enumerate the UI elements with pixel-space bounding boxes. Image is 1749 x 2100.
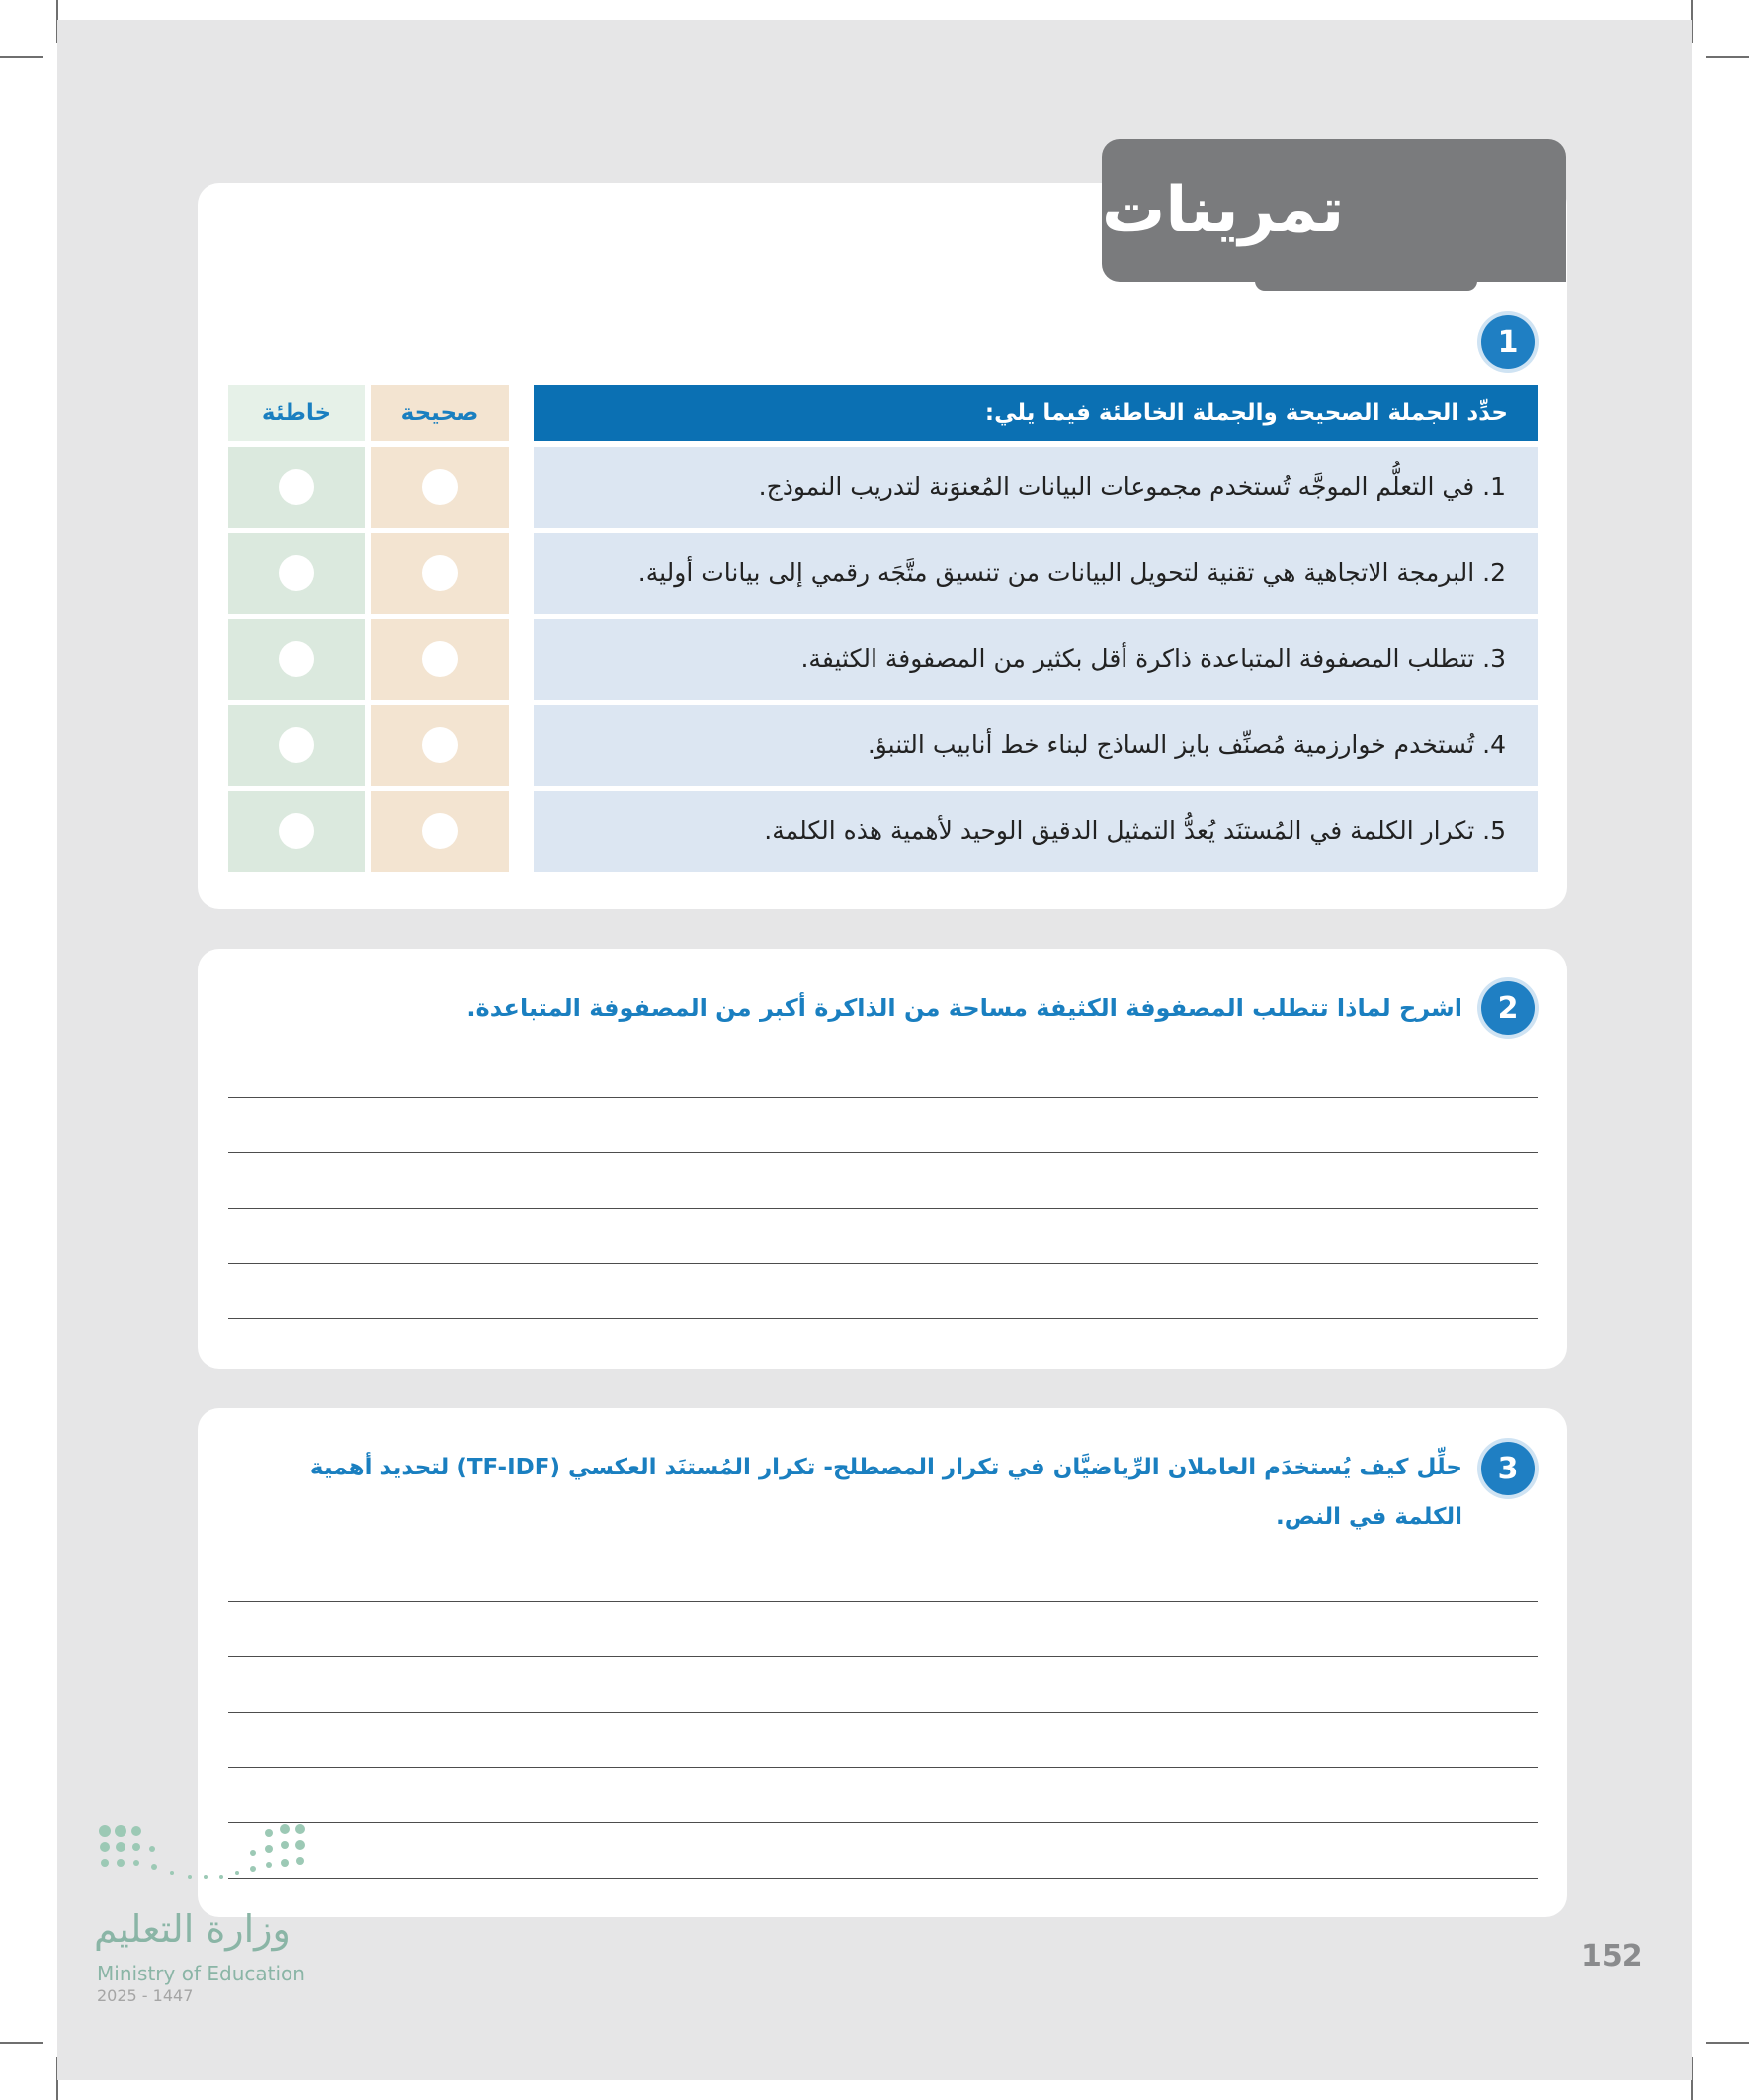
answer-line[interactable] <box>228 1601 1538 1602</box>
exercise-1-header: حدِّد الجملة الصحيحة والجملة الخاطئة فيما يلي: <box>534 385 1538 441</box>
answer-line[interactable] <box>228 1208 1538 1209</box>
true-radio[interactable] <box>422 641 458 677</box>
false-radio[interactable] <box>279 641 314 677</box>
exercise-2-question: اشرح لماذا تتطلب المصفوفة الكثيفة مساحة من الذاكرة أكبر من المصفوفة المتباعدة. <box>466 994 1462 1022</box>
false-cell <box>228 791 365 872</box>
true-radio[interactable] <box>422 555 458 591</box>
statement-row: 5. تكرار الكلمة في المُستنَد يُعدُّ التمثيل الدقيق الوحيد لأهمية هذه الكلمة. <box>534 791 1538 872</box>
exercise-2-number: 2 <box>1481 981 1535 1035</box>
false-radio[interactable] <box>279 469 314 505</box>
true-cell <box>371 791 509 872</box>
statement-row: 2. البرمجة الاتجاهية هي تقنية لتحويل البيانات من تنسيق متَّجَه رقمي إلى بيانات أولية. <box>534 533 1538 614</box>
exercise-1-number: 1 <box>1481 315 1535 369</box>
answer-line[interactable] <box>228 1152 1538 1153</box>
crop-mark <box>1706 2042 1749 2044</box>
crop-mark <box>0 56 43 58</box>
ministry-name-arabic: وزارة التعليم <box>94 1907 291 1951</box>
true-cell <box>371 619 509 700</box>
answer-line[interactable] <box>228 1097 1538 1098</box>
false-radio[interactable] <box>279 813 314 849</box>
page-number: 152 <box>1581 1939 1643 1974</box>
logo-dots-icon <box>97 1823 314 1892</box>
false-radio[interactable] <box>279 555 314 591</box>
answer-line[interactable] <box>228 1656 1538 1657</box>
true-cell <box>371 705 509 786</box>
true-radio[interactable] <box>422 727 458 763</box>
true-column-header: صحيحة <box>371 385 509 441</box>
false-cell <box>228 447 365 528</box>
false-cell <box>228 619 365 700</box>
exercise-3-question-line2: الكلمة في النص. <box>1275 1504 1462 1530</box>
crop-mark <box>1706 56 1749 58</box>
false-radio[interactable] <box>279 727 314 763</box>
answer-line[interactable] <box>228 1822 1538 1823</box>
statement-row: 4. تُستخدم خوارزمية مُصنِّف بايز الساذج لبناء خط أنابيب التنبؤ. <box>534 705 1538 786</box>
false-column-header: خاطئة <box>228 385 365 441</box>
page-title: تمرينات <box>1102 139 1566 282</box>
answer-line[interactable] <box>228 1878 1538 1879</box>
crop-mark <box>0 2042 43 2044</box>
answer-line[interactable] <box>228 1767 1538 1768</box>
edition-year: 2025 - 1447 <box>97 1986 194 2005</box>
true-cell <box>371 533 509 614</box>
statement-row: 1. في التعلُّم الموجَّه تُستخدم مجموعات البيانات المُعنوَنة لتدريب النموذج. <box>534 447 1538 528</box>
true-radio[interactable] <box>422 813 458 849</box>
true-radio[interactable] <box>422 469 458 505</box>
false-cell <box>228 533 365 614</box>
exercise-3-card <box>198 1408 1567 1917</box>
answer-line[interactable] <box>228 1263 1538 1264</box>
answer-line[interactable] <box>228 1318 1538 1319</box>
ministry-name-english: Ministry of Education <box>97 1962 305 1985</box>
exercise-3-number: 3 <box>1481 1442 1535 1495</box>
exercise-3-question-line1: حلِّل كيف يُستخدَم العاملان الرِّياضيَّان في تكرار المصطلح- تكرار المُستنَد العكسي (TF-IDF) لتحديد أهمية <box>309 1455 1462 1480</box>
answer-line[interactable] <box>228 1712 1538 1713</box>
false-cell <box>228 705 365 786</box>
true-cell <box>371 447 509 528</box>
statement-row: 3. تتطلب المصفوفة المتباعدة ذاكرة أقل بكثير من المصفوفة الكثيفة. <box>534 619 1538 700</box>
